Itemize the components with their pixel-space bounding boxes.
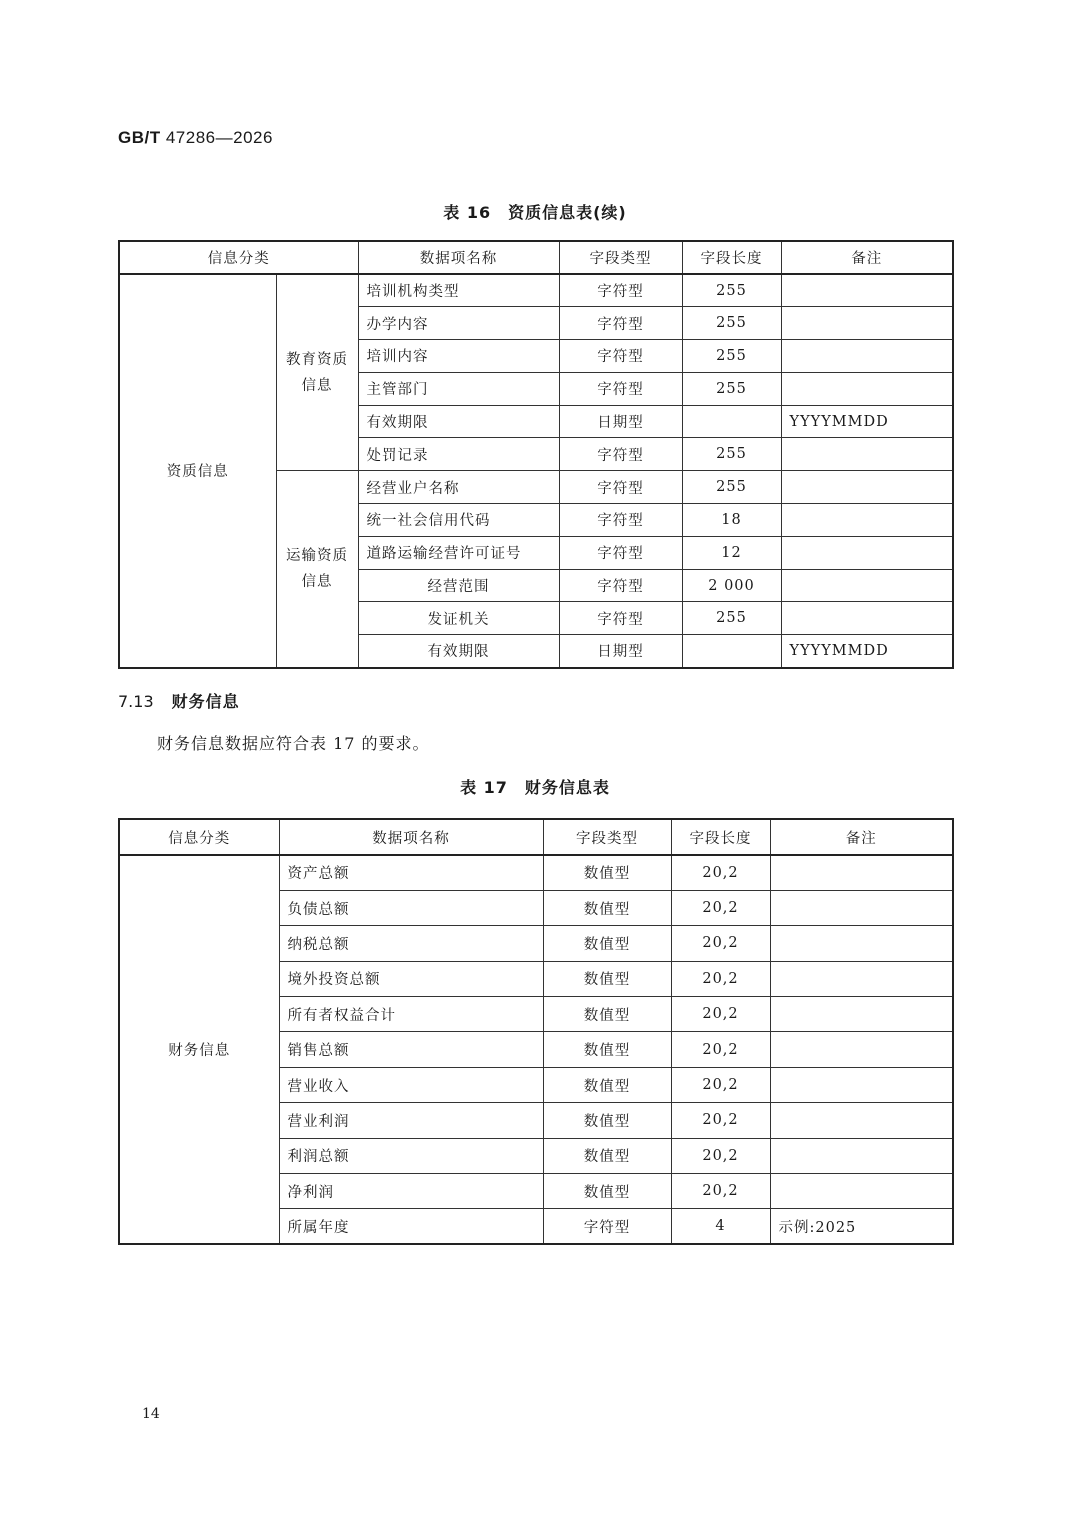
field-type: 数值型	[543, 890, 671, 925]
item-name: 资产总额	[279, 855, 543, 890]
note	[781, 602, 953, 635]
field-length: 255	[682, 438, 781, 471]
item-name: 经营业户名称	[358, 471, 559, 504]
item-name: 培训机构类型	[358, 274, 559, 307]
header-field-length: 字段长度	[682, 241, 781, 274]
note	[770, 890, 953, 925]
field-length: 20,2	[671, 1138, 770, 1173]
item-name: 发证机关	[358, 602, 559, 635]
item-name: 办学内容	[358, 307, 559, 340]
header-note: 备注	[781, 241, 953, 274]
table-17-caption: 表 17 财务信息表	[460, 778, 610, 797]
field-length: 20,2	[671, 961, 770, 996]
item-name: 道路运输经营许可证号	[358, 536, 559, 569]
field-length: 20,2	[671, 1174, 770, 1209]
page-number: 14	[142, 1406, 160, 1422]
item-name: 所属年度	[279, 1209, 543, 1244]
table-header-row	[119, 241, 953, 274]
note	[770, 926, 953, 961]
field-length	[682, 635, 781, 668]
item-name: 统一社会信用代码	[358, 504, 559, 537]
field-length: 255	[682, 372, 781, 405]
note	[770, 1103, 953, 1138]
field-length: 18	[682, 504, 781, 537]
item-name: 纳税总额	[279, 926, 543, 961]
item-name: 培训内容	[358, 340, 559, 373]
note	[770, 855, 953, 890]
field-type: 字符型	[559, 274, 682, 307]
item-name: 境外投资总额	[279, 961, 543, 996]
section-paragraph: 财务信息数据应符合表 17 的要求。	[157, 734, 430, 753]
field-length: 20,2	[671, 1032, 770, 1067]
field-length: 255	[682, 602, 781, 635]
note	[781, 340, 953, 373]
table-header-row	[119, 819, 953, 855]
header-item-name: 数据项名称	[358, 241, 559, 274]
field-type: 数值型	[543, 1138, 671, 1173]
category-cell: 资质信息	[119, 274, 276, 668]
item-name: 主管部门	[358, 372, 559, 405]
field-length: 12	[682, 536, 781, 569]
field-type: 字符型	[559, 602, 682, 635]
field-type: 日期型	[559, 635, 682, 668]
item-name: 处罚记录	[358, 438, 559, 471]
field-type: 数值型	[543, 961, 671, 996]
header-field-type: 字段类型	[543, 819, 671, 855]
category-cell: 财务信息	[119, 855, 279, 1244]
field-type: 字符型	[559, 438, 682, 471]
note	[781, 438, 953, 471]
note	[781, 569, 953, 602]
item-name: 营业收入	[279, 1067, 543, 1102]
field-length: 20,2	[671, 890, 770, 925]
field-type: 数值型	[543, 1174, 671, 1209]
field-type: 数值型	[543, 997, 671, 1032]
table-17-financial-info	[118, 818, 954, 1245]
field-length: 255	[682, 274, 781, 307]
field-type: 数值型	[543, 855, 671, 890]
field-length: 20,2	[671, 1103, 770, 1138]
note	[770, 997, 953, 1032]
field-type: 字符型	[559, 569, 682, 602]
item-name: 经营范围	[358, 569, 559, 602]
field-type: 字符型	[559, 307, 682, 340]
section-heading	[118, 689, 240, 712]
standard-prefix: GB/T	[118, 128, 161, 147]
field-type: 字符型	[543, 1209, 671, 1244]
field-length: 20,2	[671, 997, 770, 1032]
standard-number: 47286—2026	[165, 128, 273, 147]
field-type: 数值型	[543, 1103, 671, 1138]
field-length: 20,2	[671, 1067, 770, 1102]
header-category: 信息分类	[119, 819, 279, 855]
table-16-qualification-info	[118, 240, 954, 669]
field-length	[682, 405, 781, 438]
table-row	[119, 274, 953, 307]
field-type: 字符型	[559, 372, 682, 405]
field-length: 255	[682, 340, 781, 373]
item-name: 净利润	[279, 1174, 543, 1209]
note: YYYYMMDD	[781, 405, 953, 438]
table-row	[119, 855, 953, 890]
note	[781, 536, 953, 569]
item-name: 销售总额	[279, 1032, 543, 1067]
field-type: 数值型	[543, 926, 671, 961]
field-length: 2 000	[682, 569, 781, 602]
item-name: 有效期限	[358, 635, 559, 668]
note	[770, 961, 953, 996]
item-name: 营业利润	[279, 1103, 543, 1138]
standard-code	[118, 128, 273, 148]
field-type: 日期型	[559, 405, 682, 438]
field-length: 20,2	[671, 855, 770, 890]
note: YYYYMMDD	[781, 635, 953, 668]
header-note: 备注	[770, 819, 953, 855]
item-name: 利润总额	[279, 1138, 543, 1173]
field-length: 255	[682, 471, 781, 504]
note	[770, 1032, 953, 1067]
note	[770, 1067, 953, 1102]
note	[781, 307, 953, 340]
note	[781, 274, 953, 307]
note	[770, 1138, 953, 1173]
subcategory-cell: 运输资质信息	[276, 471, 358, 668]
field-type: 数值型	[543, 1067, 671, 1102]
field-type: 字符型	[559, 536, 682, 569]
note	[781, 471, 953, 504]
note	[770, 1174, 953, 1209]
note	[781, 504, 953, 537]
field-type: 字符型	[559, 504, 682, 537]
field-length: 4	[671, 1209, 770, 1244]
table-16-caption: 表 16 资质信息表(续)	[443, 203, 627, 222]
item-name: 负债总额	[279, 890, 543, 925]
field-type: 字符型	[559, 471, 682, 504]
note: 示例:2025	[770, 1209, 953, 1244]
field-length: 255	[682, 307, 781, 340]
header-item-name: 数据项名称	[279, 819, 543, 855]
field-type: 数值型	[543, 1032, 671, 1067]
item-name: 所有者权益合计	[279, 997, 543, 1032]
header-field-type: 字段类型	[559, 241, 682, 274]
field-type: 字符型	[559, 340, 682, 373]
section-number: 7.13	[118, 692, 154, 711]
section-title: 财务信息	[171, 692, 240, 711]
header-category: 信息分类	[119, 241, 358, 274]
note	[781, 372, 953, 405]
subcategory-cell: 教育资质信息	[276, 274, 358, 471]
field-length: 20,2	[671, 926, 770, 961]
header-field-length: 字段长度	[671, 819, 770, 855]
item-name: 有效期限	[358, 405, 559, 438]
